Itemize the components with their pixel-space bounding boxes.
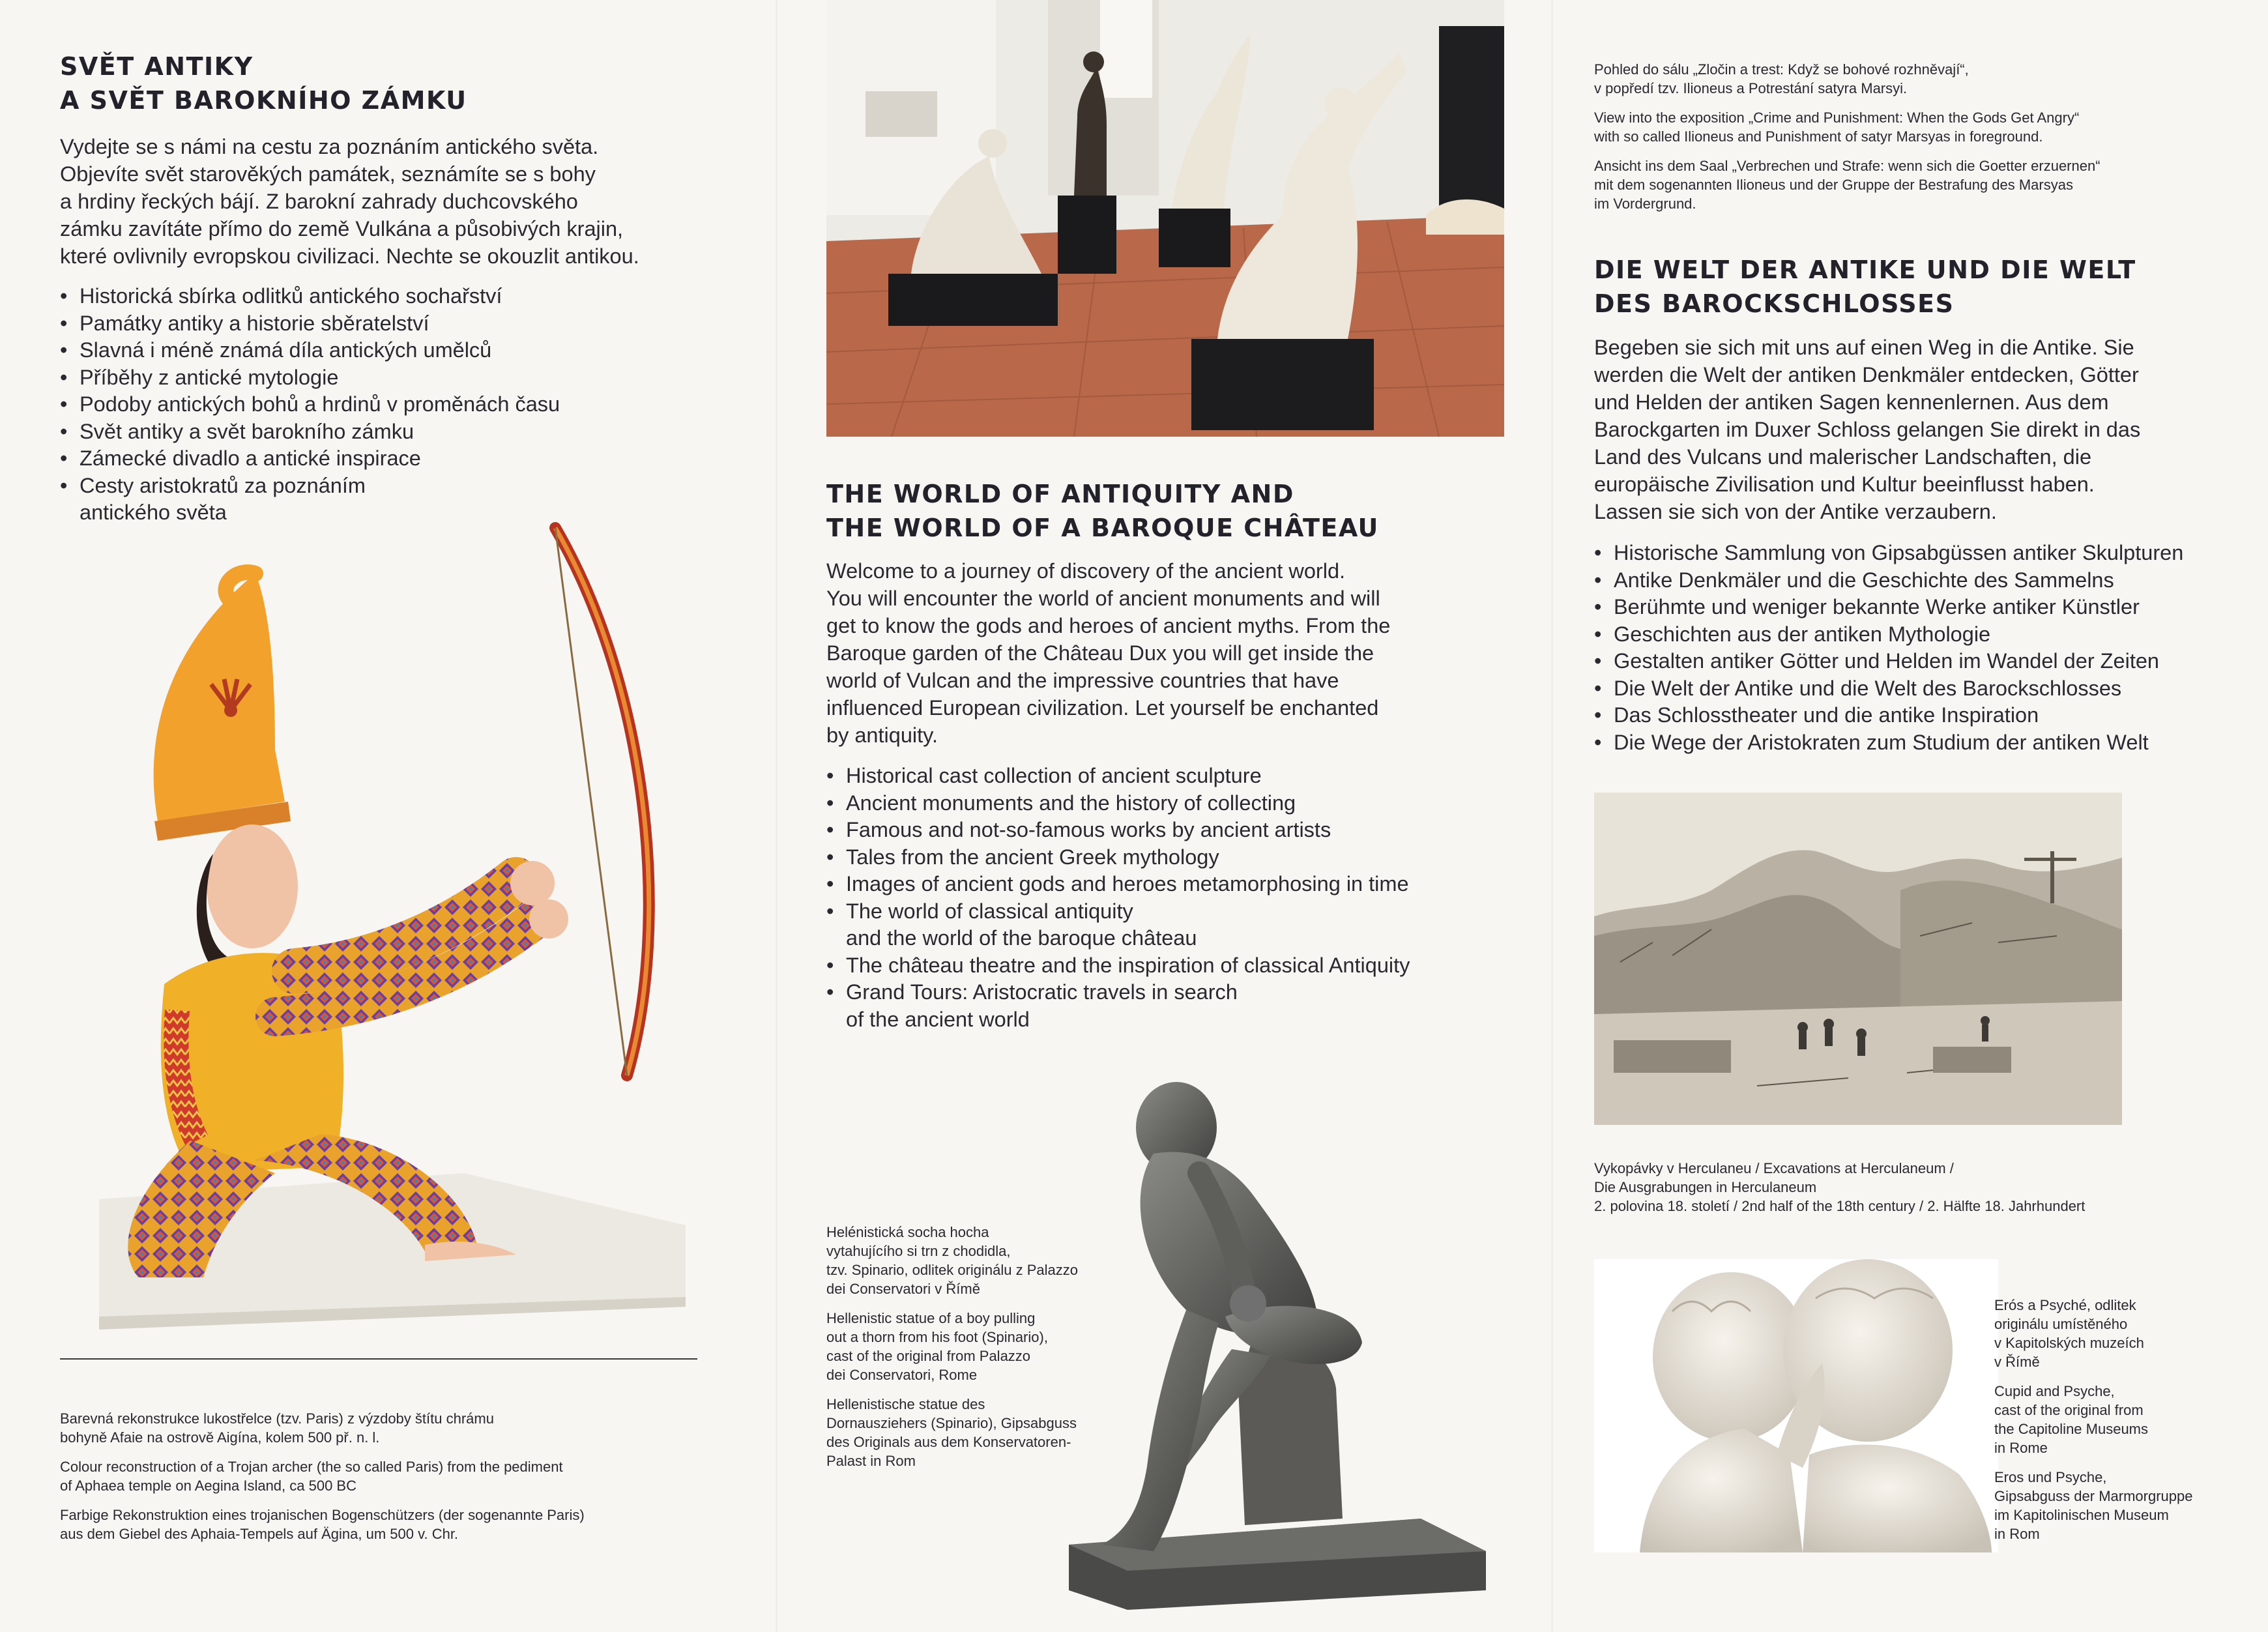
- intro-line: get to know the gods and heroes of ancient myths. From the: [826, 614, 1391, 637]
- caption-line: 2. polovina 18. století / 2nd half of the 18th century / 2. Hälfte 18. Jahrhundert: [1594, 1198, 2086, 1214]
- intro-line: Land des Vulcans und malerischer Landschaften, die: [1594, 445, 2092, 469]
- list-item: • Historical cast collection of ancient sculpture: [826, 763, 1410, 790]
- caption-line: v Kapitolských muzeích: [1994, 1335, 2144, 1351]
- intro-cz: [60, 133, 639, 270]
- caption-line: Gipsabguss der Marmorgruppe: [1994, 1488, 2193, 1504]
- caption-line: Vykopávky v Herculaneu / Excavations at Herculaneum /: [1594, 1160, 1954, 1176]
- caption-line: v popředí tzv. Ilioneus a Potrestání satyra Marsyi.: [1594, 80, 1908, 96]
- spinario-caption: [826, 1212, 1078, 1481]
- caption-line: Helénistická socha hocha: [826, 1224, 989, 1240]
- spinario-statue-image: [1056, 1049, 1499, 1610]
- list-item: • Geschichten aus der antiken Mythologie: [1594, 621, 2183, 648]
- caption-line: des Originals aus dem Konservatoren-: [826, 1434, 1071, 1450]
- intro-line: Welcome to a journey of discovery of the ancient world.: [826, 559, 1346, 583]
- eros-psyche-image: [1594, 1259, 1998, 1552]
- heading-line: SVĚT ANTIKY: [60, 52, 254, 81]
- caption-line: View into the exposition „Crime and Punishment: When the Gods Get Angry“: [1594, 109, 2080, 126]
- caption-line: Pohled do sálu „Zločin a trest: Když se bohové rozhněvají“,: [1594, 61, 1969, 78]
- caption-line: aus dem Giebel des Aphaia-Tempels auf Ägina, um 500 v. Chr.: [60, 1526, 459, 1542]
- caption-line: im Kapitolinischen Museum: [1994, 1507, 2169, 1523]
- caption-line: in Rom: [1994, 1526, 2040, 1542]
- heading-en: [826, 477, 1379, 545]
- caption-line: out a thorn from his foot (Spinario),: [826, 1329, 1048, 1345]
- heading-line: DES BAROCKSCHLOSSES: [1594, 289, 1955, 318]
- list-item: • Historická sbírka odlitků antického sochařství: [60, 283, 560, 310]
- heading-cz: [60, 50, 467, 117]
- intro-line: influenced European civilization. Let yourself be enchanted: [826, 696, 1379, 720]
- intro-line: by antiquity.: [826, 723, 938, 747]
- eros-caption: [1994, 1285, 2192, 1554]
- list-item: • Cesty aristokratů za poznáním antického světa: [60, 473, 560, 527]
- caption-line: Colour reconstruction of a Trojan archer (the so called Paris) from the pediment: [60, 1459, 563, 1475]
- list-item: • Příběhy z antické mytologie: [60, 364, 560, 392]
- caption-line: with so called Ilioneus and Punishment of satyr Marsyas in foreground.: [1594, 128, 2043, 145]
- heading-line: THE WORLD OF A BAROQUE CHÂTEAU: [826, 514, 1379, 542]
- list-item: • Podoby antických bohů a hrdinů v proměnách času: [60, 391, 560, 418]
- bullets-en: [826, 763, 1410, 1033]
- caption-line: cast of the original from: [1994, 1402, 2144, 1418]
- list-item: • Berühmte und weniger bekannte Werke antiker Künstler: [1594, 594, 2183, 621]
- list-item: • Famous and not-so-famous works by ancient artists: [826, 817, 1410, 844]
- caption-line: Farbige Rekonstruktion eines trojanischen Bogenschützers (der sogenannte Paris): [60, 1507, 585, 1523]
- caption-line: Hellenistic statue of a boy pulling: [826, 1310, 1036, 1326]
- archer-caption: [60, 1399, 585, 1554]
- caption-line: Palast in Rom: [826, 1453, 916, 1469]
- archer-statue-image: [60, 515, 699, 1356]
- caption-line: Erós a Psyché, odlitek: [1994, 1297, 2136, 1313]
- intro-en: [826, 557, 1390, 749]
- list-item: • Slavná i méně známá díla antických umělců: [60, 337, 560, 364]
- list-item: • Gestalten antiker Götter und Helden im Wandel der Zeiten: [1594, 648, 2183, 675]
- caption-line: of Aphaea temple on Aegina Island, ca 500 BC: [60, 1478, 356, 1494]
- list-item: • Zámecké divadlo a antické inspirace: [60, 445, 560, 473]
- intro-line: Lassen sie sich von der Antike verzaubern.: [1594, 500, 1997, 523]
- gallery-photo: [826, 0, 1504, 437]
- heading-line: A SVĚT BAROKNÍHO ZÁMKU: [60, 86, 467, 115]
- list-item: • Die Wege der Aristokraten zum Studium der antiken Welt: [1594, 729, 2183, 757]
- heading-line: DIE WELT DER ANTIKE UND DIE WELT: [1594, 255, 2136, 284]
- intro-line: Barockgarten im Duxer Schloss gelangen Sie direkt in das: [1594, 418, 2141, 441]
- caption-line: bohyně Afaie na ostrově Aigína, kolem 500 př. n. l.: [60, 1429, 380, 1446]
- caption-line: im Vordergrund.: [1594, 196, 1696, 212]
- list-item: • The world of classical antiquity and the world of the baroque château: [826, 898, 1410, 952]
- list-item: • Historische Sammlung von Gipsabgüssen antiker Skulpturen: [1594, 540, 2183, 567]
- list-item: • Tales from the ancient Greek mythology: [826, 844, 1410, 871]
- list-item: • The château theatre and the inspiration of classical Antiquity: [826, 952, 1410, 980]
- intro-line: Objevíte svět starověkých památek, seznámíte se s bohy: [60, 162, 596, 186]
- intro-line: zámku zavítáte přímo do země Vulkána a působivých krajin,: [60, 217, 624, 240]
- caption-line: Dornausziehers (Spinario), Gipsabguss: [826, 1415, 1077, 1431]
- intro-line: Baroque garden of the Château Dux you will get inside the: [826, 641, 1374, 665]
- heading-de: [1594, 253, 2136, 321]
- gallery-caption: [1594, 50, 2101, 224]
- caption-line: originálu umístěného: [1994, 1316, 2128, 1332]
- caption-line: Barevná rekonstrukce lukostřelce (tzv. Paris) z výzdoby štítu chrámu: [60, 1410, 494, 1427]
- list-item: • Das Schlosstheater und die antike Inspiration: [1594, 702, 2183, 729]
- intro-line: You will encounter the world of ancient monuments and will: [826, 587, 1380, 610]
- bullets-cz: [60, 283, 560, 527]
- intro-line: Begeben sie sich mit uns auf einen Weg in die Antike. Sie: [1594, 336, 2134, 359]
- caption-line: vytahujícího si trn z chodidla,: [826, 1243, 1011, 1259]
- list-item: • Antike Denkmäler und die Geschichte des Sammelns: [1594, 567, 2183, 594]
- caption-divider: [60, 1358, 697, 1360]
- list-item: • Die Welt der Antike und die Welt des Barockschlosses: [1594, 675, 2183, 703]
- intro-line: a hrdiny řeckých bájí. Z barokní zahrady duchcovského: [60, 190, 578, 213]
- caption-line: Cupid and Psyche,: [1994, 1383, 2115, 1399]
- list-item: • Grand Tours: Aristocratic travels in search of the ancient world: [826, 979, 1410, 1033]
- heading-line: THE WORLD OF ANTIQUITY AND: [826, 480, 1294, 508]
- intro-line: europäische Zivilisation und Kultur beeinflusst haben.: [1594, 473, 2095, 496]
- caption-line: Hellenistische statue des: [826, 1396, 985, 1412]
- herculaneum-caption: [1594, 1159, 2085, 1216]
- caption-line: cast of the original from Palazzo: [826, 1348, 1031, 1364]
- intro-line: und Helden der antiken Sagen kennenlernen. Aus dem: [1594, 390, 2109, 414]
- caption-line: tzv. Spinario, odlitek originálu z Palazzo: [826, 1262, 1079, 1278]
- intro-de: [1594, 334, 2140, 525]
- intro-line: které ovlivnily evropskou civilizaci. Nechte se okouzlit antikou.: [60, 244, 639, 268]
- list-item: • Památky antiky a historie sběratelství: [60, 310, 560, 338]
- herculaneum-engraving-image: [1594, 793, 2122, 1125]
- list-item: • Ancient monuments and the history of collecting: [826, 790, 1410, 817]
- bullets-de: [1594, 540, 2183, 756]
- list-item: • Images of ancient gods and heroes metamorphosing in time: [826, 871, 1410, 898]
- intro-line: Vydejte se s námi na cestu za poznáním antického světa.: [60, 135, 599, 158]
- caption-line: dei Conservatori, Rome: [826, 1367, 978, 1383]
- caption-line: dei Conservatori v Římě: [826, 1281, 980, 1297]
- intro-line: world of Vulcan and the impressive countries that have: [826, 669, 1339, 692]
- caption-line: Die Ausgrabungen in Herculaneum: [1594, 1179, 1817, 1195]
- caption-line: the Capitoline Museums: [1994, 1421, 2149, 1437]
- caption-line: in Rome: [1994, 1440, 2048, 1456]
- caption-line: mit dem sogenannten Ilioneus und der Gruppe der Bestrafung des Marsyas: [1594, 177, 2073, 193]
- list-item: • Svět antiky a svět barokního zámku: [60, 418, 560, 446]
- caption-line: Ansicht ins dem Saal „Verbrechen und Strafe: wenn sich die Goetter erzuernen“: [1594, 158, 2101, 174]
- caption-line: v Římě: [1994, 1354, 2040, 1370]
- intro-line: werden die Welt der antiken Denkmäler entdecken, Götter: [1594, 363, 2139, 386]
- caption-line: Eros und Psyche,: [1994, 1469, 2107, 1485]
